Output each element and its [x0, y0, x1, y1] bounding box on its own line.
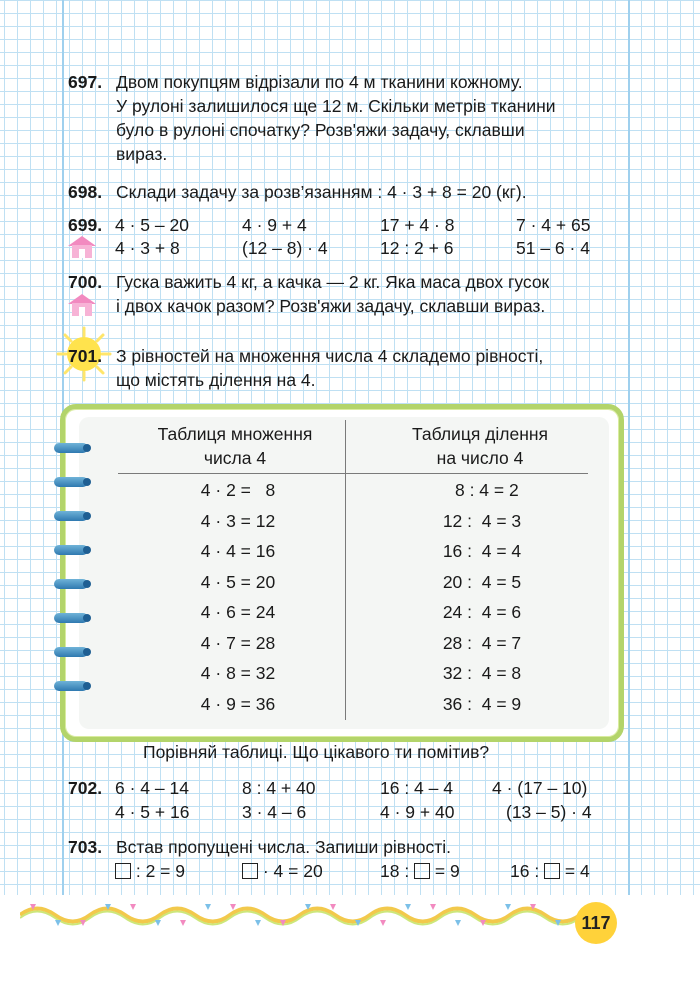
task-number: 700.	[68, 272, 103, 292]
fill-in-equation: : 2 = 9	[115, 859, 185, 883]
expression: 4 · 9 + 40	[380, 802, 455, 822]
multiplication-cell: 4 · 3 = 12	[200, 510, 276, 531]
multiplication-cell: 4 · 6 = 24	[200, 602, 276, 622]
expression: 51 – 6 · 4	[516, 238, 590, 258]
division-cell: 24 : 4 = 6	[442, 602, 522, 622]
division-cell: 28 : 4 = 7	[442, 632, 522, 653]
expression: 4 · 9 + 4	[242, 215, 307, 235]
blank-box[interactable]	[414, 863, 430, 879]
expression: 4 · 5 + 16	[115, 802, 190, 822]
expression: 4 · (17 – 10)	[492, 778, 588, 798]
task-text-line: З рівностей на множення числа 4 складемо рівності,	[116, 346, 544, 366]
task-number: 701.	[68, 346, 103, 366]
division-cell: 20 : 4 = 5	[442, 571, 522, 592]
spiral-ring	[54, 647, 88, 657]
task-number: 697.	[68, 72, 103, 92]
task-text-line: Двом покупцям відрізали по 4 м тканини кожному.	[116, 72, 523, 92]
task-text-line: Склади задачу за розв’язанням : 4 · 3 + 8 = 20 (кг).	[116, 182, 527, 202]
spiral-ring	[54, 545, 88, 555]
blank-box[interactable]	[115, 863, 131, 879]
spiral-ring	[54, 511, 88, 521]
expression: 16 : 4 – 4	[380, 778, 453, 798]
task-text-line: і двох качок разом? Розв'яжи задачу, склавши вираз.	[116, 296, 546, 316]
expression-row	[0, 236, 700, 260]
header-line: числа 4	[203, 448, 267, 468]
task-text-line: що містять ділення на 4.	[116, 370, 316, 390]
task-number: 703.	[68, 837, 103, 857]
task-text-line: Встав пропущені числа. Запиши рівності.	[116, 837, 452, 857]
decorative-wave-border	[20, 898, 580, 932]
page-number-badge: 117	[575, 902, 617, 944]
expression: 17 + 4 · 8	[380, 215, 455, 235]
expression: 3 · 4 – 6	[242, 802, 307, 822]
expression: 8 : 4 + 40	[242, 778, 316, 798]
expression: 4 · 5 – 20	[115, 215, 189, 235]
spiral-ring	[54, 681, 88, 691]
task-text-line: У рулоні залишилося ще 12 м. Скільки метрів тканини	[116, 96, 556, 116]
task-text-line: Гуска важить 4 кг, а качка — 2 кг. Яка маса двох гусок	[116, 272, 550, 292]
right-margin-line	[628, 0, 630, 991]
expression: 4 · 3 + 8	[115, 238, 180, 258]
expression: 6 · 4 – 14	[115, 778, 189, 798]
header-line: Таблиця множення	[157, 424, 313, 444]
fill-in-equation: · 4 = 20	[242, 859, 323, 883]
task-text-line: було в рулоні спочатку? Розв'яжи задачу, склавши	[116, 120, 525, 140]
compare-prompt: Порівняй таблиці. Що цікавого ти помітив?	[143, 742, 490, 762]
blank-box[interactable]	[242, 863, 258, 879]
fill-in-equation: 16 : = 4	[510, 861, 590, 881]
fill-in-row	[0, 859, 700, 883]
multiplication-cell: 4 · 9 = 36	[200, 693, 276, 714]
division-cell: 16 : 4 = 4	[442, 541, 522, 561]
expression: 7 · 4 + 65	[516, 215, 591, 235]
division-header	[380, 422, 580, 470]
fill-in-equation: 18 : = 9	[380, 861, 460, 881]
multiplication-cell: 4 · 7 = 28	[200, 632, 276, 653]
division-cell: 12 : 4 = 3	[442, 510, 522, 531]
multiplication-cell: 4 · 2 = 8	[200, 480, 276, 500]
division-cell: 36 : 4 = 9	[442, 693, 522, 714]
task-number: 698.	[68, 182, 103, 202]
table-header-divider	[118, 473, 588, 474]
division-cell: 32 : 4 = 8	[442, 663, 522, 683]
task-text-line: вираз.	[116, 144, 168, 164]
table-column-divider	[345, 420, 346, 720]
spiral-ring	[54, 477, 88, 487]
division-cell: 8 : 4 = 2	[445, 480, 519, 500]
expression-row	[0, 800, 700, 824]
expression: (13 – 5) · 4	[506, 802, 592, 822]
header-line: Таблиця ділення	[411, 424, 549, 444]
spiral-ring	[54, 443, 88, 453]
expression-row	[0, 776, 700, 800]
task-number: 702.	[68, 778, 103, 798]
multiplication-header	[140, 422, 330, 470]
multiplication-cell: 4 · 5 = 20	[200, 571, 276, 592]
header-line: на число 4	[436, 448, 524, 468]
multiplication-cell: 4 · 4 = 16	[200, 541, 276, 561]
expression: (12 – 8) · 4	[242, 238, 328, 258]
expression-row	[0, 213, 700, 237]
home-task-icon	[64, 292, 100, 318]
blank-box[interactable]	[544, 863, 560, 879]
spiral-ring	[54, 613, 88, 623]
expression: 12 : 2 + 6	[380, 238, 454, 258]
multiplication-cell: 4 · 8 = 32	[200, 663, 276, 683]
spiral-ring	[54, 579, 88, 589]
task-number: 699.	[68, 215, 103, 235]
